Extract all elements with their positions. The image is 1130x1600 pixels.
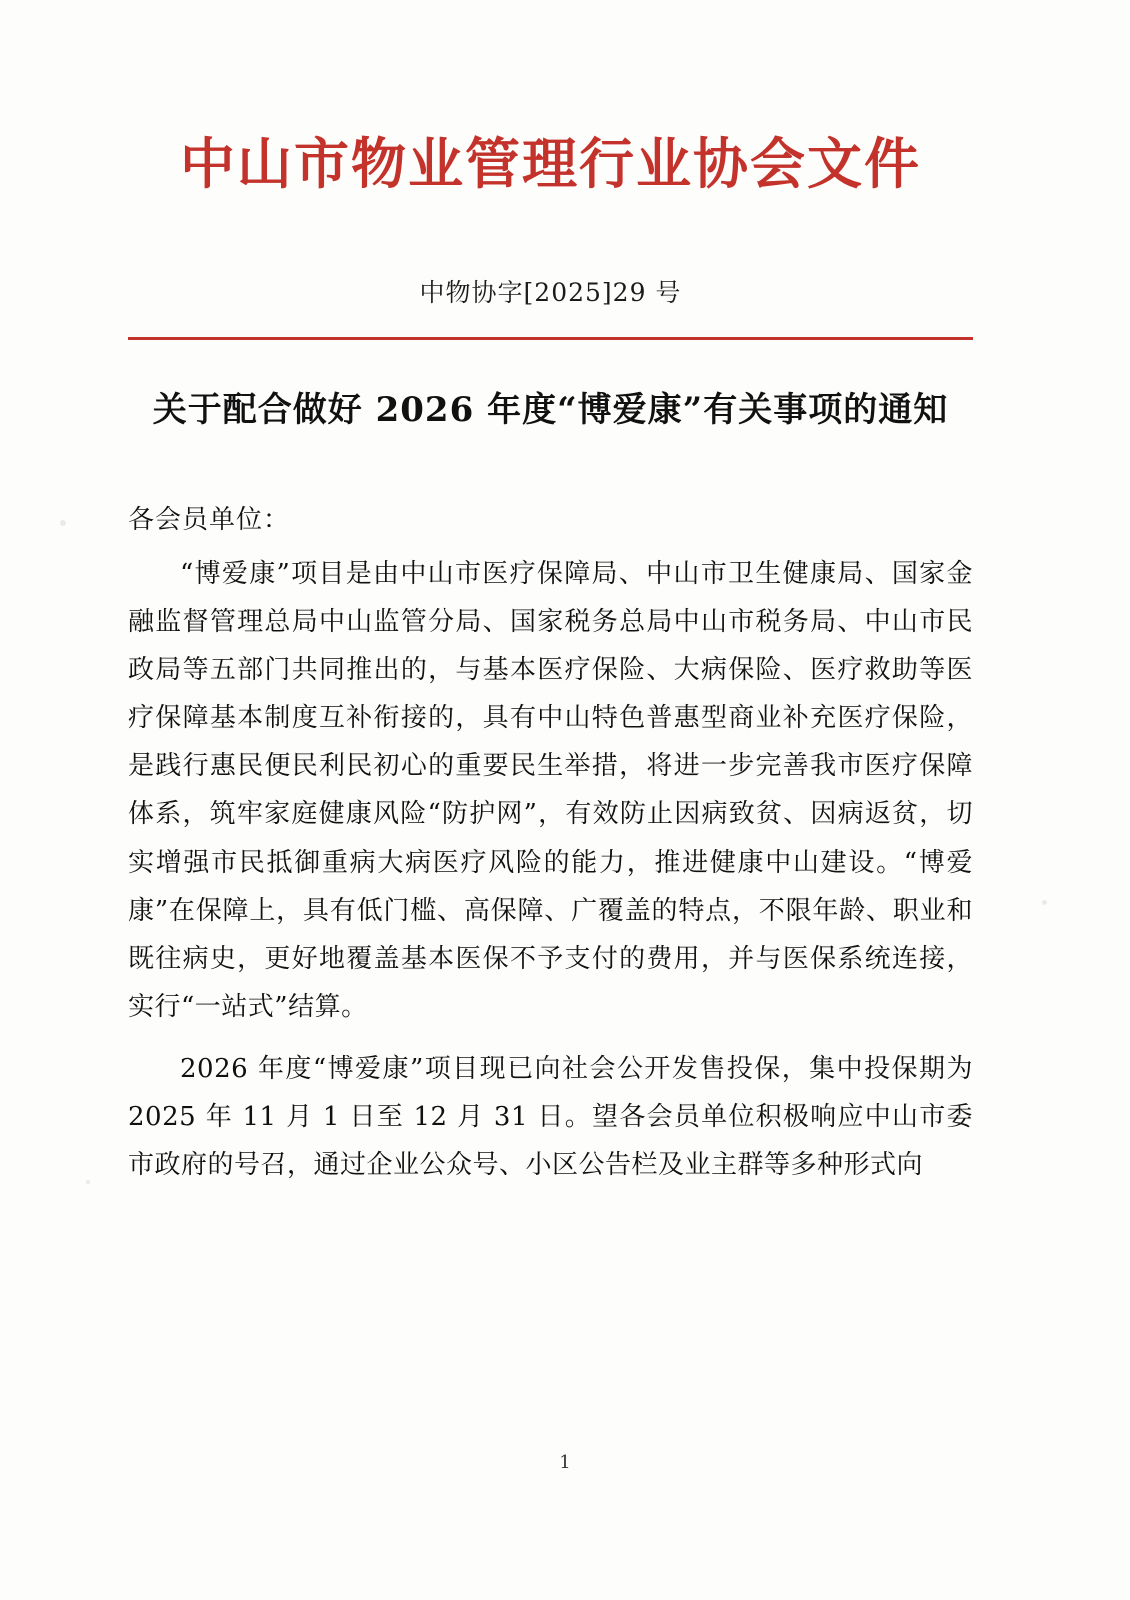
body-paragraph-1: “博爱康”项目是由中山市医疗保障局、中山市卫生健康局、国家金融监督管理总局中山监管分局、国家税务总局中山市税务局、中山市民政局等五部门共同推出的，与基本医疗保险、大病保险、医疗救助等医疗保障基本制度互补衔接的，具有中山特色普惠型商业补充医疗保险，是践行惠民便民利民初心的重要民生举措，将进一步完善我市医疗保障体系，筑牢家庭健康风险“防护网”，有效防止因病致贫、因病返贫，切实增强市民抵御重病大病医疗风险的能力，推进健康中山建设。“博爱康”在保障上，具有低门槛、高保障、广覆盖的特点，不限年龄、职业和既往病史，更好地覆盖基本医保不予支付的费用，并与医保系统连接，实行“一站式”结算。 xyxy=(128,558,973,1022)
document-content xyxy=(128,0,973,1600)
document-number: 中物协字[2025]29 号 xyxy=(419,278,682,308)
red-divider xyxy=(128,337,973,340)
paper-speck xyxy=(60,520,66,526)
page-title: 中山市物业管理行业协会文件 xyxy=(179,131,921,196)
page-number: 1 xyxy=(559,1452,571,1473)
paper-speck xyxy=(86,1180,90,1184)
salutation: 各会员单位： xyxy=(128,504,291,535)
document-subject: 关于配合做好 2026 年度“博爱康”有关事项的通知 xyxy=(152,390,949,431)
paper-speck xyxy=(1042,900,1047,905)
body-paragraph-2: 2026 年度“博爱康”项目现已向社会公开发售投保，集中投保期为 2025 年 11 月 1 日至 12 月 31 日。望各会员单位积极响应中山市委市政府的号召，通过企业公众号、小区公告栏及业主群等多种形式向 xyxy=(128,1053,973,1181)
